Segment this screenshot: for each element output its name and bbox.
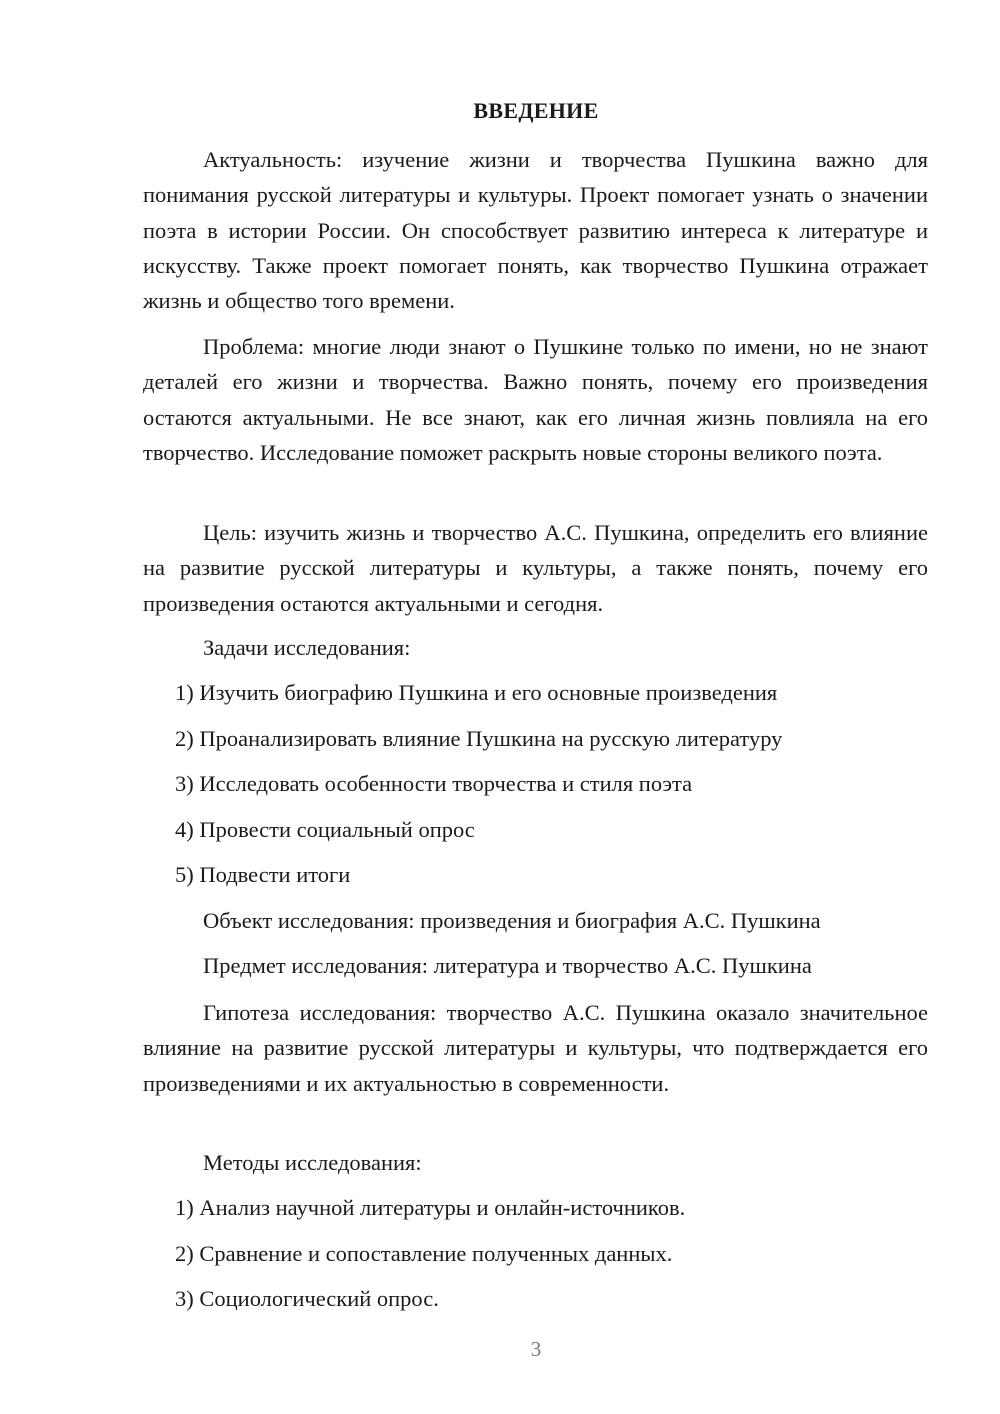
page-number: 3 — [530, 1337, 542, 1361]
research-object: Объект исследования: произведения и биография А.С. Пушкина — [203, 908, 821, 933]
method-item: 2) Сравнение и сопоставление полученных данных. — [175, 1241, 673, 1266]
method-item: 1) Анализ научной литературы и онлайн-источников. — [175, 1195, 686, 1220]
research-subject: Предмет исследования: литература и творчество А.С. Пушкина — [203, 953, 812, 978]
method-item: 3) Социологический опрос. — [175, 1286, 439, 1311]
task-item: 2) Проанализировать влияние Пушкина на русскую литературу — [175, 726, 783, 751]
problem-paragraph: Проблема: многие люди знают о Пушкине только по имени, но не знают деталей его жизни и творчества. Важно понять, почему его произведения остаются актуальными. Не все знают, как его личная жизнь повлияла на его творчество. Исследование поможет раскрыть новые стороны великого поэта. — [143, 334, 928, 465]
methods-heading: Методы исследования: — [203, 1150, 422, 1175]
task-item: 1) Изучить биографию Пушкина и его основные произведения — [175, 680, 778, 705]
relevance-paragraph: Актуальность: изучение жизни и творчества Пушкина важно для понимания русской литературы и культуры. Проект помогает узнать о значении поэта в истории России. Он способствует развитию интереса к литературе и искусству. Также проект помогает понять, как творчество Пушкина отражает жизнь и общество того времени. — [143, 147, 928, 314]
goal-paragraph: Цель: изучить жизнь и творчество А.С. Пушкина, определить его влияние на развитие русской литературы и культуры, а также понять, почему его произведения остаются актуальными и сегодня. — [143, 520, 928, 616]
page-title: ВВЕДЕНИЕ — [473, 98, 599, 123]
hypothesis-paragraph: Гипотеза исследования: творчество А.С. Пушкина оказало значительное влияние на развитие русской литературы и культуры, что подтверждается его произведениями и их актуальностью в современности. — [143, 1000, 928, 1096]
task-item: 5) Подвести итоги — [175, 862, 351, 887]
task-item: 4) Провести социальный опрос — [175, 817, 475, 842]
tasks-heading: Задачи исследования: — [203, 635, 411, 660]
task-item: 3) Исследовать особенности творчества и стиля поэта — [175, 771, 693, 796]
